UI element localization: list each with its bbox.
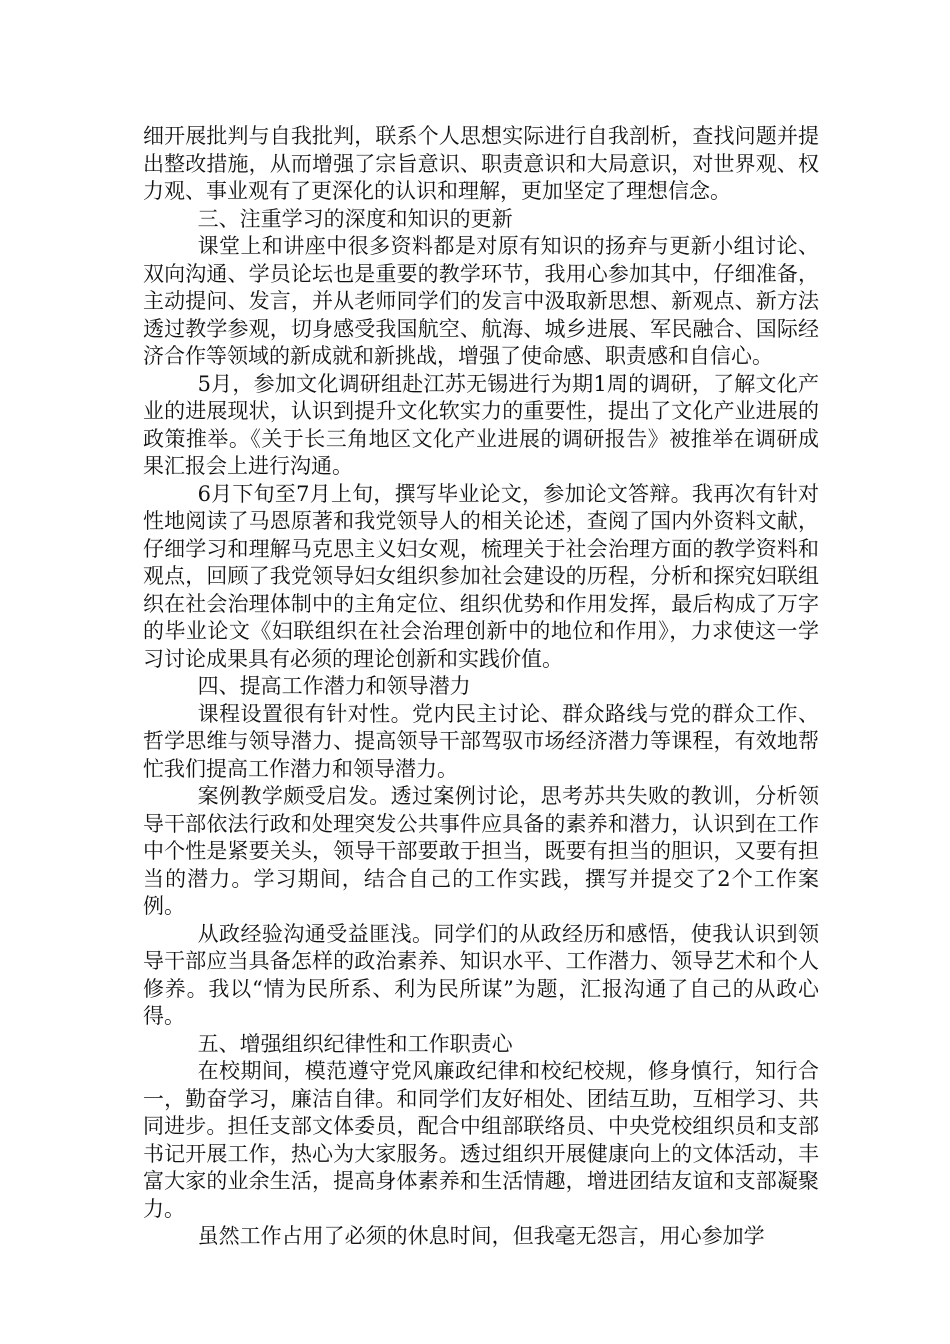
paragraph-conclusion-partial: 虽然工作占用了必须的休息时间，但我毫无怨言，用心参加学	[197, 1224, 765, 1248]
paragraph-may-research: 5月，参加文化调研组赴江苏无锡进行为期1周的调研，了解文化产业的进展现状，认识到提升文化软实力的重要性，提出了文化产业进展的政策推举。《关于长三角地区文化产业进展的调研报告》被推举在调研成果汇报会上进行沟通。	[143, 371, 819, 478]
paragraph-discipline: 在校期间，模范遵守党风廉政纪律和校纪校规，修身慎行，知行合一，勤奋学习，廉洁自律。和同学们友好相处、团结互助，互相学习、共同进步。担任支部文体委员，配合中组部联络员、中央党校组织员和支部书记开展工作，热心为大家服务。透过组织开展健康向上的文体活动，丰富大家的业余生活，提高身体素养和生活情趣，增进团结友谊和支部凝聚力。	[143, 1059, 819, 1221]
paragraph-experience-exchange: 从政经验沟通受益匪浅。同学们的从政经历和感悟，使我认识到领导干部应当具备怎样的政治素养、知识水平、工作潜力、领导艺术和个人修养。我以“情为民所系、利为民所谋”为题，汇报沟通了自己的从政心得。	[143, 921, 819, 1028]
paragraph-curriculum: 课程设置很有针对性。党内民主讨论、群众路线与党的群众工作、哲学思维与领导潜力、提高领导干部驾驭市场经济潜力等课程，有效地帮忙我们提高工作潜力和领导潜力。	[143, 701, 819, 781]
paragraph-self-criticism: 细开展批判与自我批判，联系个人思想实际进行自我剖析，查找问题并提出整改措施，从而增强了宗旨意识、职责意识和大局意识，对世界观、权力观、事业观有了更深化的认识和理解，更加坚定了理想信念。	[143, 124, 819, 203]
paragraph-case-teaching: 案例教学颇受启发。透过案例讨论，思考苏共失败的教训，分析领导干部依法行政和处理突发公共事件应具备的素养和潜力，认识到在工作中个性是紧要关头，领导干部要敢于担当，既要有担当的胆识，又要有担当的潜力。学习期间，结合自己的工作实践，撰写并提交了2个工作案例。	[143, 784, 819, 918]
section-heading-5: 五、增强组织纪律性和工作职责心	[197, 1031, 513, 1056]
document-body	[143, 123, 819, 1251]
paragraph-classroom-learning: 课堂上和讲座中很多资料都是对原有知识的扬弃与更新小组讨论、双向沟通、学员论坛也是重要的教学环节，我用心参加其中，仔细准备，主动提问、发言，并从老师同学们的发言中汲取新思想、新观点、新方法透过教学参观，切身感受我国航空、航海、城乡进展、军民融合、国际经济合作等领域的新成就和新挑战，增强了使命感、职责感和自信心。	[143, 234, 819, 368]
section-heading-3: 三、注重学习的深度和知识的更新	[197, 206, 513, 231]
section-heading-4: 四、提高工作潜力和领导潜力	[197, 674, 471, 698]
paragraph-thesis: 6月下旬至7月上旬，撰写毕业论文，参加论文答辩。我再次有针对性地阅读了马恩原著和我党领导人的相关论述，查阅了国内外资料文献，仔细学习和理解马克思主义妇女观，梳理关于社会治理方面的教学资料和观点，回顾了我党领导妇女组织参加社会建设的历程，分析和探究妇联组织在社会治理体制中的主角定位、组织优势和作用发挥，最后构成了万字的毕业论文《妇联组织在社会治理创新中的地位和作用》，力求使这一学习讨论成果具有必须的理论创新和实践价值。	[143, 481, 819, 671]
